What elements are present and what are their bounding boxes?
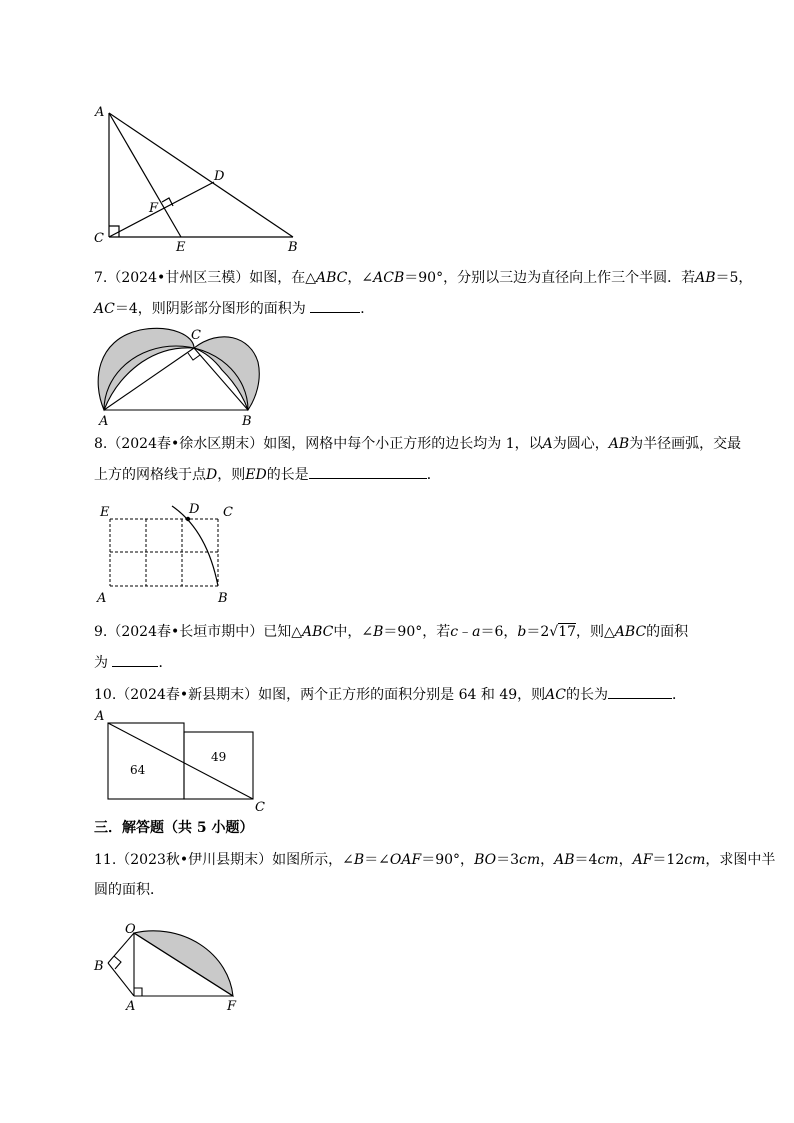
label-B: B <box>242 414 252 429</box>
label-A: A <box>99 414 109 429</box>
label-D: D <box>189 502 200 517</box>
section-3-title: 三．解答题（共 5 小题） <box>94 820 254 836</box>
figure-semicircle-oaf <box>88 910 258 1015</box>
answer-blank[interactable] <box>309 464 427 479</box>
label-F: F <box>227 999 237 1014</box>
label-A: A <box>126 999 136 1014</box>
q8-line-2: 上方的网格线于点D，则ED的长是 ． <box>94 464 441 485</box>
label-C: C <box>223 505 233 520</box>
label-B: B <box>218 591 228 606</box>
label-A: A <box>95 105 105 120</box>
label-D: D <box>214 169 225 184</box>
answer-blank[interactable] <box>112 652 158 667</box>
label-E: E <box>100 505 110 520</box>
figure-semicircles <box>90 322 270 430</box>
label-C: C <box>255 800 265 815</box>
q10-line-1: 10.（2024春•新县期末）如图，两个正方形的面积分别是 64 和 49，则AC的长为 ． <box>94 684 686 705</box>
label-C: C <box>191 328 201 343</box>
area-64: 64 <box>130 763 146 777</box>
q7-line-1: 7.（2024•甘州区三模）如图，在△ABC，∠ACB＝90°，分别以三边为直径向上作三个半圆．若AB＝5， <box>94 270 753 286</box>
q9-line-1: 9.（2024春•长垣市期中）已知△ABC中，∠B＝90°，若c﹣a＝6，b＝2√17，则△ABC的面积 <box>94 624 689 640</box>
figure-triangle-abc-top <box>88 96 318 256</box>
q11-line-2: 圆的面积． <box>94 882 164 898</box>
q11-line-1: 11.（2023秋•伊川县期末）如图所示，∠B＝∠OAF＝90°，BO＝3cm，AB＝4cm，AF＝12cm，求图中半 <box>94 852 776 868</box>
figure-two-squares <box>90 706 275 816</box>
answer-blank[interactable] <box>310 298 360 313</box>
answer-blank[interactable] <box>608 684 672 699</box>
label-C: C <box>94 231 104 246</box>
q7-line-2: AC＝4，则阴影部分图形的面积为 ． <box>94 298 374 319</box>
label-B: B <box>94 959 104 974</box>
label-B: B <box>288 240 298 255</box>
q9-line-2: 为 ． <box>94 652 172 673</box>
label-O: O <box>125 922 136 937</box>
label-E: E <box>176 240 186 255</box>
label-A: A <box>95 709 105 724</box>
sqrt-sign: √ <box>549 624 559 640</box>
area-49: 49 <box>211 750 227 764</box>
q8-line-1: 8.（2024春•徐水区期末）如图，网格中每个小正方形的边长均为 1，以A为圆心，AB为半径画弧，交最 <box>94 436 742 452</box>
label-F: F <box>149 201 159 216</box>
figure-grid-arc <box>92 500 252 608</box>
label-A: A <box>97 591 107 606</box>
